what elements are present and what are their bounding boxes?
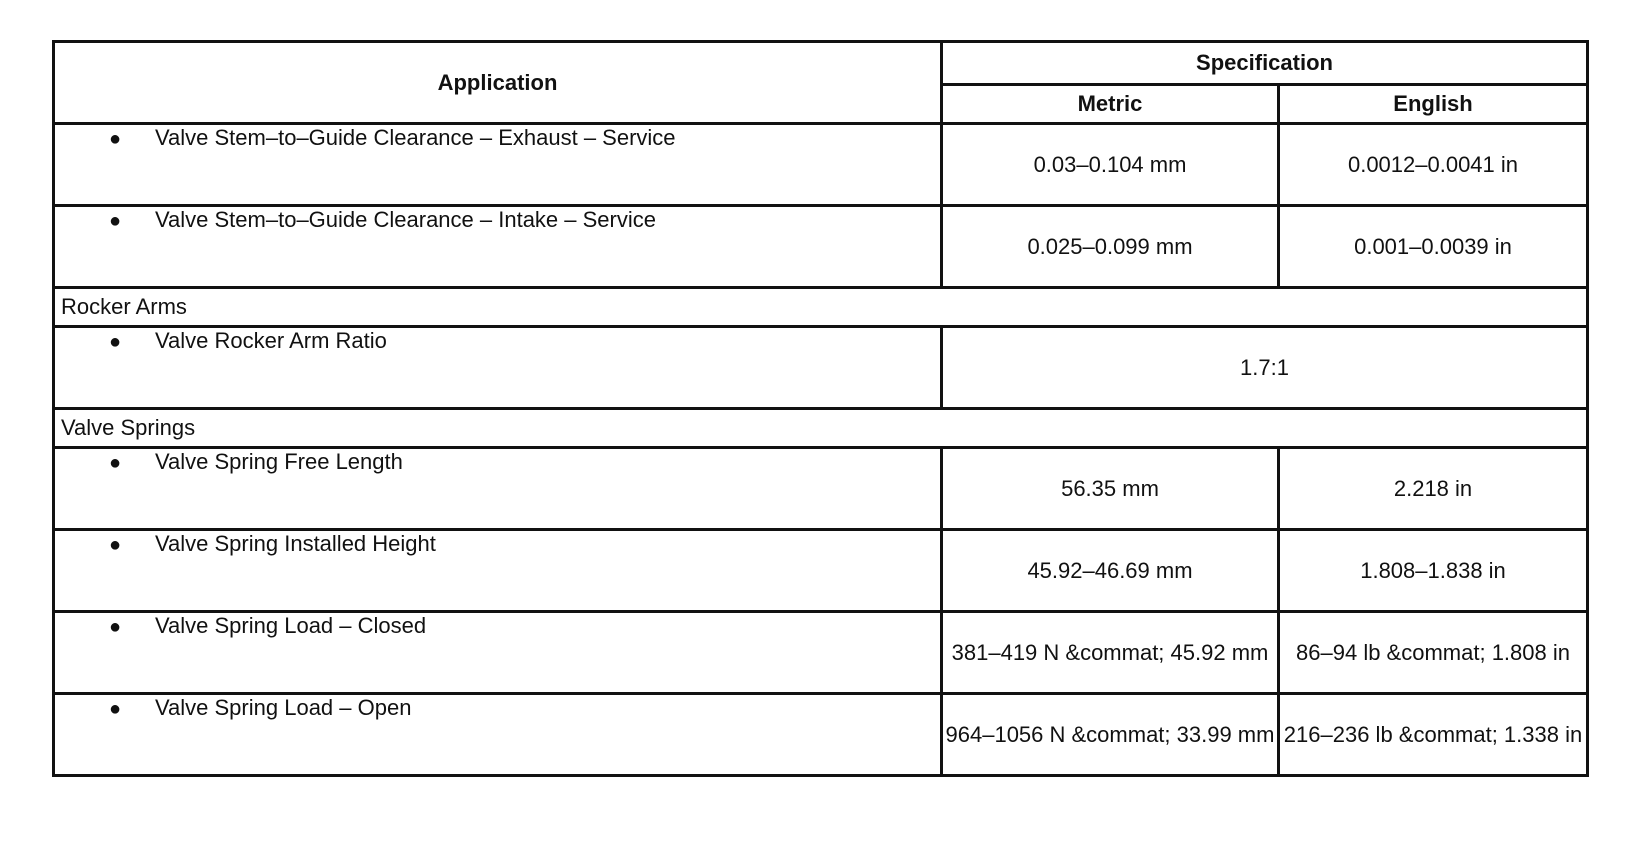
metric-value: 56.35 mm [942,448,1279,530]
section-title: Valve Springs [54,409,1588,448]
english-value: 86–94 lb &commat; 1.808 in [1279,612,1588,694]
english-value: 2.218 in [1279,448,1588,530]
specification-table [52,40,1589,777]
application-text: Valve Spring Load – Open [155,695,412,720]
metric-value: 964–1056 N &commat; 33.99 mm [942,694,1279,776]
bullet-icon: ● [108,128,122,150]
metric-value: 45.92–46.69 mm [942,530,1279,612]
header-metric: Metric [942,85,1279,124]
application-cell [54,530,942,612]
table-row [54,206,1588,288]
table-row [54,530,1588,612]
bullet-icon: ● [108,698,122,720]
bullet-icon: ● [108,534,122,556]
application-text: Valve Rocker Arm Ratio [155,328,387,353]
application-text: Valve Stem–to–Guide Clearance – Exhaust – Service [155,125,676,150]
table-row [54,694,1588,776]
header-application: Application [54,42,942,124]
application-text: Valve Spring Load – Closed [155,613,427,638]
table-row [54,327,1588,409]
bullet-icon: ● [108,616,122,638]
english-value: 0.001–0.0039 in [1279,206,1588,288]
bullet-icon: ● [108,452,122,474]
application-cell [54,327,942,409]
english-value: 0.0012–0.0041 in [1279,124,1588,206]
metric-value: 381–419 N &commat; 45.92 mm [942,612,1279,694]
application-text: Valve Spring Installed Height [155,531,436,556]
header-row [54,42,1588,85]
bullet-icon: ● [108,210,122,232]
section-row-rocker-arms [54,288,1588,327]
table-row [54,124,1588,206]
header-specification: Specification [942,42,1588,85]
header-english: English [1279,85,1588,124]
application-text: Valve Spring Free Length [155,449,403,474]
metric-value: 0.03–0.104 mm [942,124,1279,206]
application-cell [54,124,942,206]
application-cell [54,694,942,776]
bullet-icon: ● [108,331,122,353]
section-title: Rocker Arms [54,288,1588,327]
ratio-value: 1.7:1 [942,327,1588,409]
application-text: Valve Stem–to–Guide Clearance – Intake – Service [155,207,656,232]
table-row [54,448,1588,530]
metric-value: 0.025–0.099 mm [942,206,1279,288]
table-row [54,612,1588,694]
application-cell [54,448,942,530]
application-cell [54,612,942,694]
english-value: 1.808–1.838 in [1279,530,1588,612]
english-value: 216–236 lb &commat; 1.338 in [1279,694,1588,776]
section-row-valve-springs [54,409,1588,448]
application-cell [54,206,942,288]
